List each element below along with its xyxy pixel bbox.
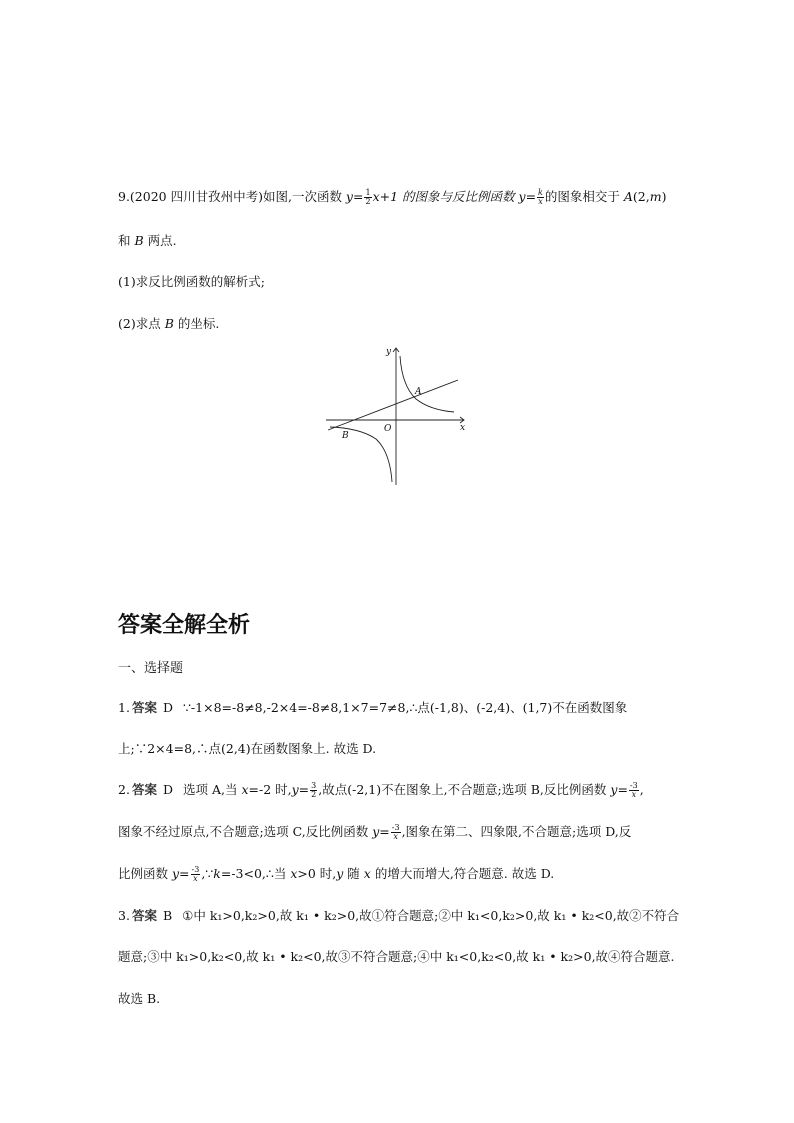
answer-text: ,图象在第二、四象限,不合题意;选项 D,反 (401, 824, 632, 839)
frac-num: -3 (391, 823, 400, 832)
frac-den: 2 (365, 197, 371, 206)
answer-text: , (639, 782, 644, 797)
q9-text: (2)求点 (118, 316, 165, 331)
eq-sign: = (179, 866, 190, 881)
answer-number: 3. (118, 908, 130, 923)
point-a-graph-label: A (415, 387, 422, 397)
answer-2-line3 (118, 864, 554, 884)
fraction-k-over-x (537, 189, 544, 206)
var-x: x (290, 866, 298, 881)
q9-text: 的坐标. (173, 316, 220, 331)
var-x: x (241, 782, 249, 797)
frac-num: k (538, 188, 543, 197)
answer-3-line3: 故选 B. (118, 991, 161, 1006)
answer-text: 随 (343, 866, 364, 881)
var-y: y (171, 866, 180, 881)
answer-text: ①中 k₁>0,k₂>0,故 k₁ • k₂>0,故①符合题意;②中 k₁<0,k₂>0,故 k₁ • k₂<0,故②不符合 (182, 908, 680, 923)
function-graph (326, 342, 471, 487)
answer-text: 比例函数 (118, 866, 172, 881)
var-y: y (336, 866, 344, 881)
eq-sign: = (525, 189, 537, 204)
fraction-half (364, 189, 371, 206)
answer-text: ∵-1×8=-8≠8,-2×4=-8≠8,1×7=7≠8,∴点(-1,8)、(-2,4)、(1,7)不在函数图象 (182, 700, 628, 715)
frac-den: x (393, 832, 398, 841)
var-y: y (345, 189, 353, 204)
eq-sign: = (617, 782, 628, 797)
q9-text: ) (661, 189, 667, 204)
var-k: k (213, 866, 221, 881)
answer-label: 答案 (131, 700, 157, 715)
hyperbola-branch-q3 (330, 427, 392, 482)
answer-choice: B (162, 908, 173, 923)
answer-choice: D (162, 782, 173, 797)
answer-number: 1. (118, 700, 130, 715)
point-b-label: B (134, 233, 144, 248)
var-y: y (291, 782, 299, 797)
q9-part2 (118, 314, 219, 334)
q9-text: 两点. (143, 233, 177, 248)
answer-text: 的增大而增大,符合题意. 故选 D. (370, 866, 555, 881)
var-y: y (610, 782, 618, 797)
fraction-neg3-over-x (391, 824, 401, 841)
var-y: y (372, 824, 380, 839)
frac-num: 3 (311, 781, 317, 790)
answer-label: 答案 (131, 908, 157, 923)
frac-den: x (193, 874, 198, 883)
point-b-label: B (164, 316, 174, 331)
q9-text: 的图象相交于 (544, 189, 624, 204)
x-axis-label: x (460, 423, 466, 433)
linear-function-line (328, 380, 458, 430)
point-a-label: A (623, 189, 633, 204)
hyperbola-branch-q1 (400, 356, 454, 412)
point-b-graph-label: B (342, 431, 349, 441)
answer-1-line2: 上;∵2×4=8,∴点(2,4)在函数图象上. 故选 D. (118, 741, 377, 756)
answer-text: =-3<0,∴当 (220, 866, 291, 881)
answer-text: ,∵ (201, 866, 214, 881)
answer-text: >0 时, (297, 866, 337, 881)
eq-sign: = (298, 782, 310, 797)
var-m: m (649, 189, 662, 204)
fraction-neg3-over-x (629, 782, 639, 799)
answer-text: ,故点(-2,1)不在图象上,不合题意;选项 B,反比例函数 (318, 782, 611, 797)
frac-den: x (538, 197, 543, 206)
answer-number: 2. (118, 782, 130, 797)
answer-text: 选项 A,当 (182, 782, 242, 797)
eq-sign: = (352, 189, 364, 204)
y-axis-label: y (386, 347, 392, 357)
answer-choice: D (162, 700, 173, 715)
q9-text: (2, (632, 189, 650, 204)
var-x: x (363, 866, 371, 881)
section-title: 一、选择题 (118, 661, 184, 676)
answer-1-line1 (118, 698, 627, 718)
answer-3-line1 (118, 906, 679, 926)
q9-text: x+1 的图象与反比例函数 (372, 189, 519, 204)
origin-label: O (384, 424, 392, 434)
answer-text: 图象不经过原点,不合题意;选项 C,反比例函数 (118, 824, 373, 839)
eq-sign: = (379, 824, 390, 839)
q9-line1 (118, 187, 666, 207)
answer-label: 答案 (131, 782, 157, 797)
fraction-3-over-2 (310, 782, 317, 799)
q9-part1: (1)求反比例函数的解析式; (118, 274, 265, 289)
fraction-neg3-over-x (191, 866, 201, 883)
frac-num: -3 (629, 781, 638, 790)
frac-den: x (631, 790, 637, 799)
frac-den: 2 (311, 790, 317, 799)
answer-text: =-2 时, (248, 782, 292, 797)
var-y: y (518, 189, 526, 204)
q9-text: 和 (118, 233, 135, 248)
answer-2-line2 (118, 822, 631, 842)
answer-heading: 答案全解全析 (118, 613, 251, 638)
answer-2-line1 (118, 780, 644, 800)
frac-num: 1 (365, 188, 371, 197)
q9-line2 (118, 231, 177, 251)
frac-num: -3 (191, 865, 200, 874)
q9-text: 9.(2020 四川甘孜州中考)如图,一次函数 (118, 189, 346, 204)
answer-3-line2: 题意;③中 k₁>0,k₂<0,故 k₁ • k₂<0,故③不符合题意;④中 k₁<0,k₂<0,故 k₁ • k₂>0,故④符合题意. (118, 949, 675, 964)
